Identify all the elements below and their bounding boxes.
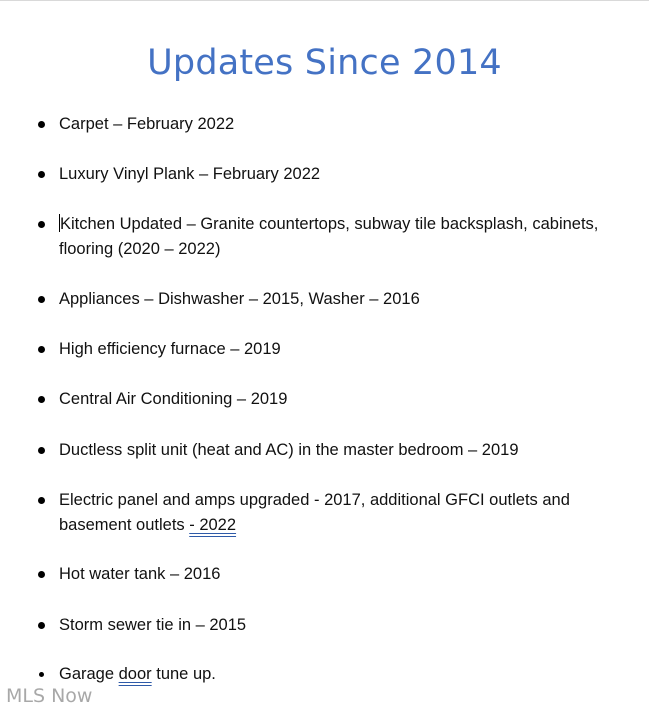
document-title: Updates Since 2014 (147, 43, 502, 84)
bullet-icon (39, 672, 44, 677)
bullet-icon (38, 171, 45, 178)
list-item-text: Appliances – Dishwasher – 2015, Washer – 2016 (59, 290, 420, 308)
list-item-text (59, 488, 629, 538)
bullet-icon (38, 121, 45, 128)
bullet-icon (38, 622, 45, 629)
bullet-icon (38, 296, 45, 303)
bullet-icon (38, 571, 45, 578)
list-item-text (59, 662, 629, 687)
bullet-icon (38, 396, 45, 403)
list-item-text-content: Kitchen Updated – Granite countertops, subway tile backsplash, cabinets, flooring (2020 – 2022) (59, 215, 599, 258)
mls-now-watermark: MLS Now (6, 685, 93, 707)
list-item-text: High efficiency furnace – 2019 (59, 340, 281, 358)
page-top-border (0, 0, 649, 1)
list-item-text: Ductless split unit (heat and AC) in the master bedroom – 2019 (59, 441, 519, 459)
list-item-text: Luxury Vinyl Plank – February 2022 (59, 165, 321, 183)
list-item-text: Hot water tank – 2016 (59, 565, 221, 583)
underlined-text: door (118, 665, 152, 683)
list-item-text-content: Electric panel and amps upgraded - 2017, additional GFCI outlets and basement outlets (59, 491, 570, 534)
bullet-icon (38, 346, 45, 353)
list-item-text: Central Air Conditioning – 2019 (59, 390, 288, 408)
list-item-text-content: Garage (59, 665, 119, 683)
bullet-icon (38, 447, 45, 454)
list-item-text-content: tune up. (151, 665, 216, 683)
bullet-icon (38, 497, 45, 504)
bullet-icon (38, 221, 45, 228)
list-item-text: Carpet – February 2022 (59, 115, 235, 133)
underlined-text: - 2022 (189, 516, 237, 534)
list-item-text (59, 212, 629, 262)
list-item-text: Storm sewer tie in – 2015 (59, 616, 247, 634)
